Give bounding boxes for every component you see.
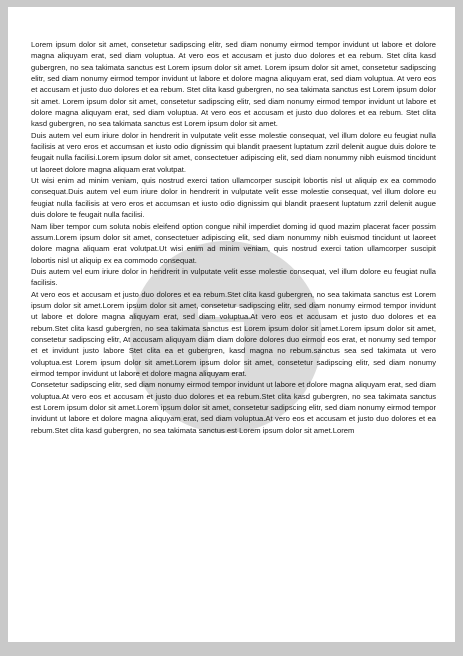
- paragraph: Consetetur sadipscing elitr, sed diam nonumy eirmod tempor invidunt ut labore et dolore magna aliquyam erat, sed diam voluptua.At vero eos et accusam et justo duo dolores et ea rebum.Stet clita kasd gubergren, no sea takimata sanctus est Lorem ipsum dolor sit amet.Lorem ipsum dolor sit amet, consetetur sadipscing elitr, sed diam nonumy eirmod tempor invidunt ut labore et dolore magna aliquyam erat, sed diam voluptua.At vero eos et accusam et justo duo dolores et ea rebum.Stet clita kasd gubergren, no sea takimata sanctus est Lorem ipsum dolor sit amet.Lorem: [31, 380, 436, 435]
- paragraph: At vero eos et accusam et justo duo dolores et ea rebum.Stet clita kasd gubergren, no sea takimata sanctus est Lorem ipsum dolor sit amet.Lorem ipsum dolor sit amet, consetetur sadipscing elitr, sed diam nonumy eirmod tempor invidunt ut labore et dolore magna aliquyam erat, sed diam voluptua.At vero eos et accusam et justo duo dolores et ea rebum.Stet clita kasd gubergren, no sea takimata sanctus est Lorem ipsum dolor sit amet.Lorem ipsum dolor sit amet, consetetur sadipscing elitr, At accusam aliquyam diam diam dolore dolores duo eirmod eos erat, et nonumy sed tempor et et invidunt justo labore Stet clita ea et gubergren, kasd magna no rebum.sanctus sea sed takimata ut vero voluptua.est Lorem ipsum dolor sit amet.Lorem ipsum dolor sit amet, consetetur sadipscing elitr, sed diam nonumy eirmod tempor invidunt ut labore et dolore magna aliquyam erat.: [31, 289, 436, 378]
- document-page: [8, 7, 455, 642]
- paragraph: Ut wisi enim ad minim veniam, quis nostrud exerci tation ullamcorper suscipit lobortis nisl ut aliquip ex ea commodo consequat.Duis autem vel eum iriure dolor in hendrerit in vulputate velit esse molestie consequat, vel illum dolore eu feugiat nulla facilisis at vero eros et accumsan et iusto odio dignissim qui blandit praesent luptatum zzril delenit augue duis dolore te feugait nulla facilisi.: [31, 176, 436, 220]
- paragraph: Lorem ipsum dolor sit amet, consetetur sadipscing elitr, sed diam nonumy eirmod tempor invidunt ut labore et dolore magna aliquyam erat, sed diam voluptua. At vero eos et accusam et justo duo dolores et ea rebum. Stet clita kasd gubergren, no sea takimata sanctus est Lorem ipsum dolor sit amet. Lorem ipsum dolor sit amet, consetetur sadipscing elitr, sed diam nonumy eirmod tempor invidunt ut labore et dolore magna aliquyam erat, sed diam voluptua. At vero eos et accusam et justo duo dolores et ea rebum. Stet clita kasd gubergren, no sea takimata sanctus est Lorem ipsum dolor sit amet. Lorem ipsum dolor sit amet, consetetur sadipscing elitr, sed diam nonumy eirmod tempor invidunt ut labore et dolore magna aliquyam erat, sed diam voluptua. At vero eos et accusam et justo duo dolores et ea rebum. Stet clita kasd gubergren, no sea takimata sanctus est Lorem ipsum dolor sit amet.: [31, 40, 436, 129]
- paragraph: Nam liber tempor cum soluta nobis eleifend option congue nihil imperdiet doming id quod mazim placerat facer possim assum.Lorem ipsum dolor sit amet, consectetuer adipiscing elit, sed diam nonummy nibh euismod tincidunt ut laoreet dolore magna aliquam erat volutpat.Ut wisi enim ad minim veniam, quis nostrud exerci tation ullamcorper suscipit lobortis nisl ut aliquip ex ea commodo consequat.: [31, 221, 436, 265]
- document-body: [31, 39, 436, 436]
- paragraph: Duis autem vel eum iriure dolor in hendrerit in vulputate velit esse molestie consequat, vel illum dolore eu feugiat nulla facilisis at vero eros et accumsan et iusto odio dignissim qui blandit praesent luptatum zzril delenit augue duis dolore te feugait nulla facilisi.Lorem ipsum dolor sit amet, consectetuer adipiscing elit, sed diam nonummy nibh euismod tincidunt ut laoreet dolore magna aliquam erat volutpat.: [31, 130, 436, 174]
- paragraph: Duis autem vel eum iriure dolor in hendrerit in vulputate velit esse molestie consequat, vel illum dolore eu feugiat nulla facilisis.: [31, 266, 436, 288]
